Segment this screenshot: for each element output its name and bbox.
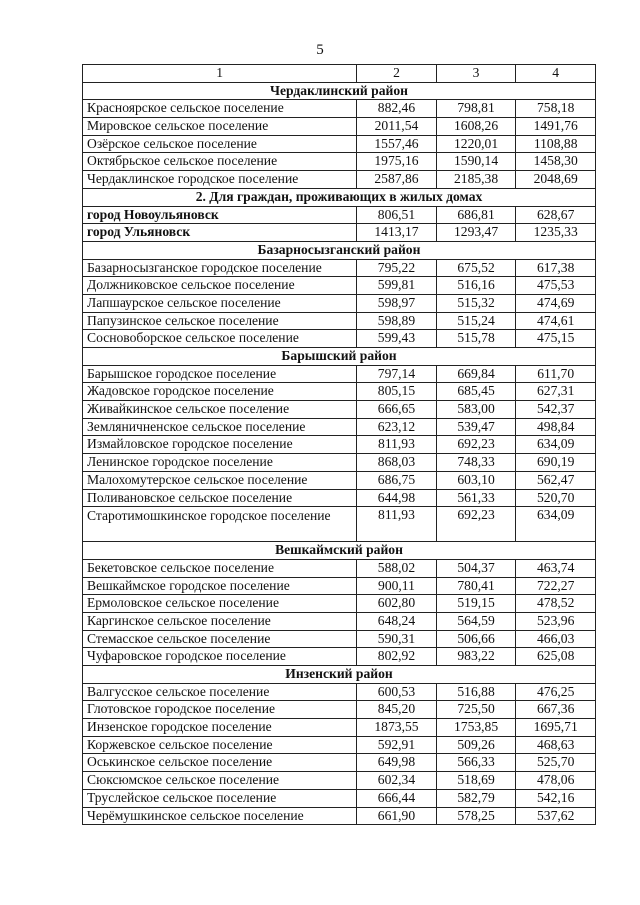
value-col-3: 509,26 (436, 736, 516, 754)
section-header-row (83, 188, 596, 206)
section-header-row (83, 241, 596, 259)
value-col-3: 561,33 (436, 489, 516, 507)
value-col-3: 748,33 (436, 454, 516, 472)
value-col-2: 1873,55 (357, 719, 437, 737)
section-header-row (83, 348, 596, 366)
settlement-name: Труслейское сельское поселение (83, 789, 357, 807)
column-number-4: 4 (516, 65, 596, 83)
table-row (83, 401, 596, 419)
value-col-2: 882,46 (357, 100, 437, 118)
value-col-2: 900,11 (357, 577, 437, 595)
settlement-name: Каргинское сельское поселение (83, 612, 357, 630)
settlement-name: Красноярское сельское поселение (83, 100, 357, 118)
value-col-4: 2048,69 (516, 171, 596, 189)
value-col-3: 983,22 (436, 648, 516, 666)
table-row (83, 259, 596, 277)
value-col-2: 623,12 (357, 418, 437, 436)
value-col-2: 797,14 (357, 365, 437, 383)
table-row (83, 612, 596, 630)
settlement-name: Папузинское сельское поселение (83, 312, 357, 330)
table-row (83, 789, 596, 807)
value-col-3: 798,81 (436, 100, 516, 118)
table-row (83, 772, 596, 790)
section-header: Инзенский район (83, 666, 596, 684)
settlement-name: Ленинское городское поселение (83, 454, 357, 472)
settlement-name: Чердаклинское городское поселение (83, 171, 357, 189)
section-header: Барышский район (83, 348, 596, 366)
settlement-name: Озёрское сельское поселение (83, 135, 357, 153)
value-col-4: 627,31 (516, 383, 596, 401)
table-row (83, 595, 596, 613)
settlement-name: Инзенское городское поселение (83, 719, 357, 737)
value-col-3: 578,25 (436, 807, 516, 825)
value-col-4: 476,25 (516, 683, 596, 701)
value-col-3: 506,66 (436, 630, 516, 648)
value-col-4: 667,36 (516, 701, 596, 719)
value-col-4: 478,06 (516, 772, 596, 790)
value-col-4: 474,61 (516, 312, 596, 330)
table-row (83, 719, 596, 737)
section-header: Чердаклинский район (83, 82, 596, 100)
table-row (83, 312, 596, 330)
value-col-3: 519,15 (436, 595, 516, 613)
value-col-3: 518,69 (436, 772, 516, 790)
value-col-2: 805,15 (357, 383, 437, 401)
value-col-4: 722,27 (516, 577, 596, 595)
value-col-2: 811,93 (357, 436, 437, 454)
settlement-name: Сюксюмское сельское поселение (83, 772, 357, 790)
table-row (83, 471, 596, 489)
settlement-name: Малохомутерское сельское поселение (83, 471, 357, 489)
value-col-2: 592,91 (357, 736, 437, 754)
settlement-name: Лапшаурское сельское поселение (83, 294, 357, 312)
settlement-name: Земляничненское сельское поселение (83, 418, 357, 436)
table-row (83, 153, 596, 171)
value-col-4: 498,84 (516, 418, 596, 436)
value-col-3: 516,16 (436, 277, 516, 295)
table-row (83, 100, 596, 118)
value-col-4: 1458,30 (516, 153, 596, 171)
table-row (83, 294, 596, 312)
table-row (83, 135, 596, 153)
table-row (83, 807, 596, 825)
value-col-3: 515,78 (436, 330, 516, 348)
value-col-3: 1220,01 (436, 135, 516, 153)
value-col-3: 685,45 (436, 383, 516, 401)
column-number-row (83, 65, 596, 83)
table-row (83, 507, 596, 542)
settlement-name: Измайловское городское поселение (83, 436, 357, 454)
section-header: Базарносызганский район (83, 241, 596, 259)
value-col-3: 2185,38 (436, 171, 516, 189)
value-col-4: 690,19 (516, 454, 596, 472)
settlement-name: Коржевское сельское поселение (83, 736, 357, 754)
value-col-2: 666,44 (357, 789, 437, 807)
settlement-name: Ермоловское сельское поселение (83, 595, 357, 613)
table-row (83, 365, 596, 383)
value-col-3: 582,79 (436, 789, 516, 807)
value-col-4: 525,70 (516, 754, 596, 772)
value-col-2: 599,81 (357, 277, 437, 295)
settlement-name: Чуфаровское городское поселение (83, 648, 357, 666)
value-col-4: 475,15 (516, 330, 596, 348)
settlement-name: Мировское сельское поселение (83, 118, 357, 136)
settlement-name: Вешкаймское городское поселение (83, 577, 357, 595)
section-header-row (83, 542, 596, 560)
value-col-4: 523,96 (516, 612, 596, 630)
value-col-4: 634,09 (516, 507, 596, 542)
table-row (83, 418, 596, 436)
table-row (83, 577, 596, 595)
table-row (83, 330, 596, 348)
value-col-4: 466,03 (516, 630, 596, 648)
value-col-2: 599,43 (357, 330, 437, 348)
value-col-4: 478,52 (516, 595, 596, 613)
settlement-name: город Новоульяновск (83, 206, 357, 224)
value-col-2: 686,75 (357, 471, 437, 489)
value-col-4: 625,08 (516, 648, 596, 666)
settlement-name: Стемасское сельское поселение (83, 630, 357, 648)
table-row (83, 171, 596, 189)
value-col-3: 516,88 (436, 683, 516, 701)
settlement-name: Поливановское сельское поселение (83, 489, 357, 507)
value-col-3: 686,81 (436, 206, 516, 224)
value-col-2: 868,03 (357, 454, 437, 472)
settlement-name: город Ульяновск (83, 224, 357, 242)
settlement-name: Барышское городское поселение (83, 365, 357, 383)
settlement-name: Бекетовское сельское поселение (83, 559, 357, 577)
value-col-2: 644,98 (357, 489, 437, 507)
value-col-3: 515,32 (436, 294, 516, 312)
value-col-2: 602,34 (357, 772, 437, 790)
value-col-4: 474,69 (516, 294, 596, 312)
settlement-name: Живайкинское сельское поселение (83, 401, 357, 419)
table-row (83, 701, 596, 719)
value-col-2: 598,89 (357, 312, 437, 330)
table-row (83, 383, 596, 401)
value-col-3: 669,84 (436, 365, 516, 383)
value-col-3: 692,23 (436, 436, 516, 454)
value-col-3: 1293,47 (436, 224, 516, 242)
value-col-2: 811,93 (357, 507, 437, 542)
value-col-3: 1608,26 (436, 118, 516, 136)
value-col-4: 1235,33 (516, 224, 596, 242)
section-header-row (83, 666, 596, 684)
table-row (83, 648, 596, 666)
section-header: 2. Для граждан, проживающих в жилых домах (83, 188, 596, 206)
settlement-name: Глотовское городское поселение (83, 701, 357, 719)
value-col-4: 537,62 (516, 807, 596, 825)
value-col-2: 2587,86 (357, 171, 437, 189)
value-col-3: 692,23 (436, 507, 516, 542)
value-col-2: 602,80 (357, 595, 437, 613)
settlement-name: Валгусское сельское поселение (83, 683, 357, 701)
value-col-3: 675,52 (436, 259, 516, 277)
value-col-4: 542,16 (516, 789, 596, 807)
value-col-2: 666,65 (357, 401, 437, 419)
value-col-3: 564,59 (436, 612, 516, 630)
value-col-2: 661,90 (357, 807, 437, 825)
value-col-4: 758,18 (516, 100, 596, 118)
value-col-2: 1557,46 (357, 135, 437, 153)
value-col-2: 590,31 (357, 630, 437, 648)
table-row (83, 630, 596, 648)
value-col-3: 1753,85 (436, 719, 516, 737)
section-header: Вешкаймский район (83, 542, 596, 560)
value-col-3: 515,24 (436, 312, 516, 330)
column-number-1: 1 (83, 65, 357, 83)
settlement-name: Жадовское городское поселение (83, 383, 357, 401)
settlement-name: Базарносызганское городское поселение (83, 259, 357, 277)
settlement-name: Должниковское сельское поселение (83, 277, 357, 295)
table-row (83, 206, 596, 224)
table-row (83, 277, 596, 295)
value-col-4: 463,74 (516, 559, 596, 577)
value-col-4: 468,63 (516, 736, 596, 754)
value-col-2: 588,02 (357, 559, 437, 577)
value-col-3: 539,47 (436, 418, 516, 436)
tariff-table (82, 64, 596, 825)
value-col-4: 634,09 (516, 436, 596, 454)
settlement-name: Сосновоборское сельское поселение (83, 330, 357, 348)
value-col-3: 504,37 (436, 559, 516, 577)
value-col-4: 475,53 (516, 277, 596, 295)
value-col-2: 845,20 (357, 701, 437, 719)
value-col-3: 583,00 (436, 401, 516, 419)
value-col-4: 1491,76 (516, 118, 596, 136)
value-col-4: 611,70 (516, 365, 596, 383)
value-col-2: 600,53 (357, 683, 437, 701)
value-col-3: 1590,14 (436, 153, 516, 171)
value-col-4: 617,38 (516, 259, 596, 277)
value-col-2: 1413,17 (357, 224, 437, 242)
value-col-4: 1695,71 (516, 719, 596, 737)
section-header-row (83, 82, 596, 100)
column-number-3: 3 (436, 65, 516, 83)
value-col-4: 1108,88 (516, 135, 596, 153)
table-row (83, 754, 596, 772)
value-col-3: 603,10 (436, 471, 516, 489)
value-col-4: 520,70 (516, 489, 596, 507)
value-col-2: 598,97 (357, 294, 437, 312)
value-col-2: 806,51 (357, 206, 437, 224)
value-col-2: 649,98 (357, 754, 437, 772)
table-body (83, 65, 596, 825)
value-col-2: 2011,54 (357, 118, 437, 136)
table-row (83, 683, 596, 701)
column-number-2: 2 (357, 65, 437, 83)
value-col-2: 648,24 (357, 612, 437, 630)
value-col-4: 562,47 (516, 471, 596, 489)
table-row (83, 436, 596, 454)
value-col-4: 628,67 (516, 206, 596, 224)
table-row (83, 454, 596, 472)
table-row (83, 118, 596, 136)
value-col-4: 542,37 (516, 401, 596, 419)
value-col-3: 566,33 (436, 754, 516, 772)
value-col-2: 802,92 (357, 648, 437, 666)
table-row (83, 489, 596, 507)
settlement-name: Октябрьское сельское поселение (83, 153, 357, 171)
settlement-name: Старотимошкинское городское поселение (83, 507, 357, 542)
settlement-name: Черёмушкинское сельское поселение (83, 807, 357, 825)
table-row (83, 736, 596, 754)
settlement-name: Оськинское сельское поселение (83, 754, 357, 772)
table-row (83, 559, 596, 577)
table-row (83, 224, 596, 242)
value-col-3: 725,50 (436, 701, 516, 719)
page-number: 5 (316, 42, 324, 58)
value-col-2: 1975,16 (357, 153, 437, 171)
value-col-3: 780,41 (436, 577, 516, 595)
value-col-2: 795,22 (357, 259, 437, 277)
